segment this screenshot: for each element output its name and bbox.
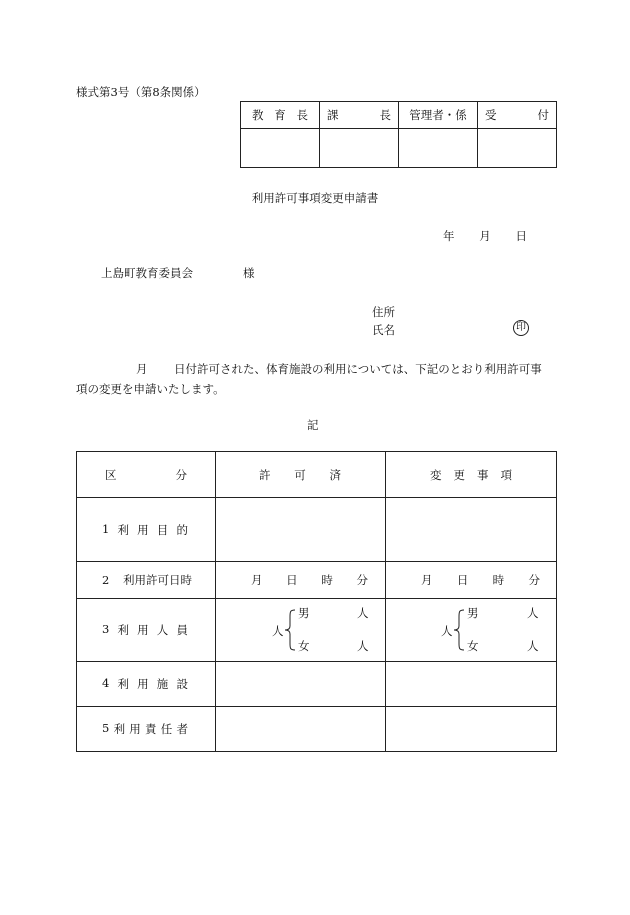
row-char: 責: [145, 722, 157, 736]
people-change-cell[interactable]: [386, 599, 557, 662]
approval-box: [240, 101, 557, 168]
brace-icon: [283, 607, 297, 653]
row-char: 人: [156, 623, 169, 637]
people-breakdown: [216, 607, 385, 653]
dt-unit: 月: [421, 573, 433, 587]
people-female-unit: 人: [527, 639, 539, 653]
date-day: 日: [515, 229, 527, 243]
seal-mark: [513, 320, 529, 336]
row-char: 目: [156, 522, 169, 537]
header-change: [386, 452, 557, 498]
name-label: 氏名: [372, 323, 395, 337]
approval-header-reception: [478, 102, 557, 129]
dt-unit: 日: [456, 573, 469, 587]
approval-char: 長: [296, 108, 308, 122]
people-male-label: 男: [467, 606, 479, 620]
people-female-label: 女: [467, 639, 479, 653]
row-label-purpose: [77, 498, 216, 562]
people-male-unit: 人: [527, 606, 539, 620]
date-line: [443, 228, 527, 244]
approval-char: 課: [327, 108, 339, 122]
approval-char: 育: [274, 108, 286, 122]
approval-stamp-cell[interactable]: [320, 129, 399, 168]
table-row: [77, 562, 557, 599]
row-number: 1: [102, 521, 110, 536]
row-char: 員: [176, 623, 188, 637]
people-total-unit: 人: [272, 624, 284, 638]
row-char: 用: [129, 722, 141, 736]
people-total-unit: 人: [441, 624, 453, 638]
date-year: 年: [443, 229, 455, 243]
date-month: 月: [479, 229, 491, 243]
approval-char: 長: [379, 108, 391, 122]
document-title: 利用許可事項変更申請書: [251, 191, 379, 205]
people-female-label: 女: [298, 639, 310, 653]
datetime-approved-cell[interactable]: [216, 562, 386, 599]
body-line1: 日付許可された、体育施設の利用については、下記のとおり利用許可事: [174, 362, 542, 376]
body-month: 月: [136, 362, 148, 376]
header-char: 許: [259, 467, 271, 482]
brace-icon: [452, 607, 466, 653]
people-female-unit: 人: [357, 639, 369, 653]
row-label-people: [77, 599, 216, 662]
facility-approved-cell[interactable]: [216, 662, 386, 707]
row-number: 3: [102, 622, 110, 636]
row-char: 設: [176, 677, 188, 691]
dt-unit: 日: [286, 573, 298, 587]
row-label-datetime: [77, 562, 216, 599]
form-id: 様式第3号（第8条関係）: [76, 85, 206, 99]
row-char: 者: [176, 722, 188, 736]
people-male-unit: 人: [357, 606, 369, 620]
ki-mark: 記: [307, 418, 319, 432]
row-char: 用: [137, 623, 149, 637]
header-char: 更: [453, 467, 465, 482]
row-char: 任: [160, 722, 173, 736]
dt-unit: 分: [528, 573, 540, 587]
approval-stamp-cell[interactable]: [241, 129, 320, 168]
header-char: 事: [477, 467, 489, 482]
header-char: 分: [175, 467, 187, 482]
purpose-change-cell[interactable]: [386, 498, 557, 562]
approval-header-manager: [399, 102, 478, 129]
row-char: 用: [137, 522, 149, 537]
dt-unit: 時: [492, 573, 505, 587]
table-row: [77, 498, 557, 562]
approval-char: 教: [252, 108, 264, 122]
approval-char: 付: [537, 108, 549, 122]
dt-unit: 月: [251, 573, 263, 587]
people-approved-cell[interactable]: [216, 599, 386, 662]
header-char: 項: [500, 467, 512, 482]
row-char: 利: [117, 623, 129, 637]
row-char: 的: [176, 522, 188, 537]
row-char: 施: [156, 677, 169, 691]
table-row: [77, 707, 557, 752]
people-breakdown: [386, 607, 556, 653]
address-label: 住所: [372, 305, 395, 319]
row-number: 5: [102, 721, 110, 735]
header-approved: [216, 452, 386, 498]
header-char: 区: [105, 467, 117, 482]
seal-char: 印: [516, 322, 526, 333]
dt-unit: 時: [321, 573, 333, 587]
row-char: 利: [117, 677, 129, 691]
row-label-facility: [77, 662, 216, 707]
addressee-org: 上島町教育委員会: [101, 266, 193, 280]
approval-stamp-cell[interactable]: [478, 129, 557, 168]
header-char: 可: [294, 467, 306, 482]
table-header-row: [77, 452, 557, 498]
body-line2: 項の変更を申請いたします。: [76, 382, 225, 396]
responsible-approved-cell[interactable]: [216, 707, 386, 752]
approval-char: 受: [485, 108, 497, 122]
datetime-change-cell[interactable]: [386, 562, 557, 599]
row-number: 4: [102, 676, 110, 690]
facility-change-cell[interactable]: [386, 662, 557, 707]
purpose-approved-cell[interactable]: [216, 498, 386, 562]
approval-header-section-chief: [320, 102, 399, 129]
row-char: 利: [117, 522, 129, 537]
row-label-responsible: [77, 707, 216, 752]
header-char: 変: [430, 467, 442, 482]
row-char: 用: [137, 677, 149, 691]
dt-unit: 分: [356, 573, 368, 587]
addressee-honorific: 様: [243, 266, 255, 280]
approval-stamp-cell[interactable]: [399, 129, 478, 168]
approval-header-superintendent: [241, 102, 320, 129]
header-category: [77, 452, 216, 498]
people-male-label: 男: [298, 606, 310, 620]
row-char: 利: [113, 722, 126, 736]
row-label: 利用許可日時: [122, 573, 192, 587]
responsible-change-cell[interactable]: [386, 707, 557, 752]
header-char: 済: [329, 467, 341, 482]
row-number: 2: [102, 573, 110, 587]
approval-label: 管理者・係: [409, 108, 467, 122]
table-row: [77, 662, 557, 707]
change-table: [76, 451, 557, 752]
table-row: [77, 599, 557, 662]
